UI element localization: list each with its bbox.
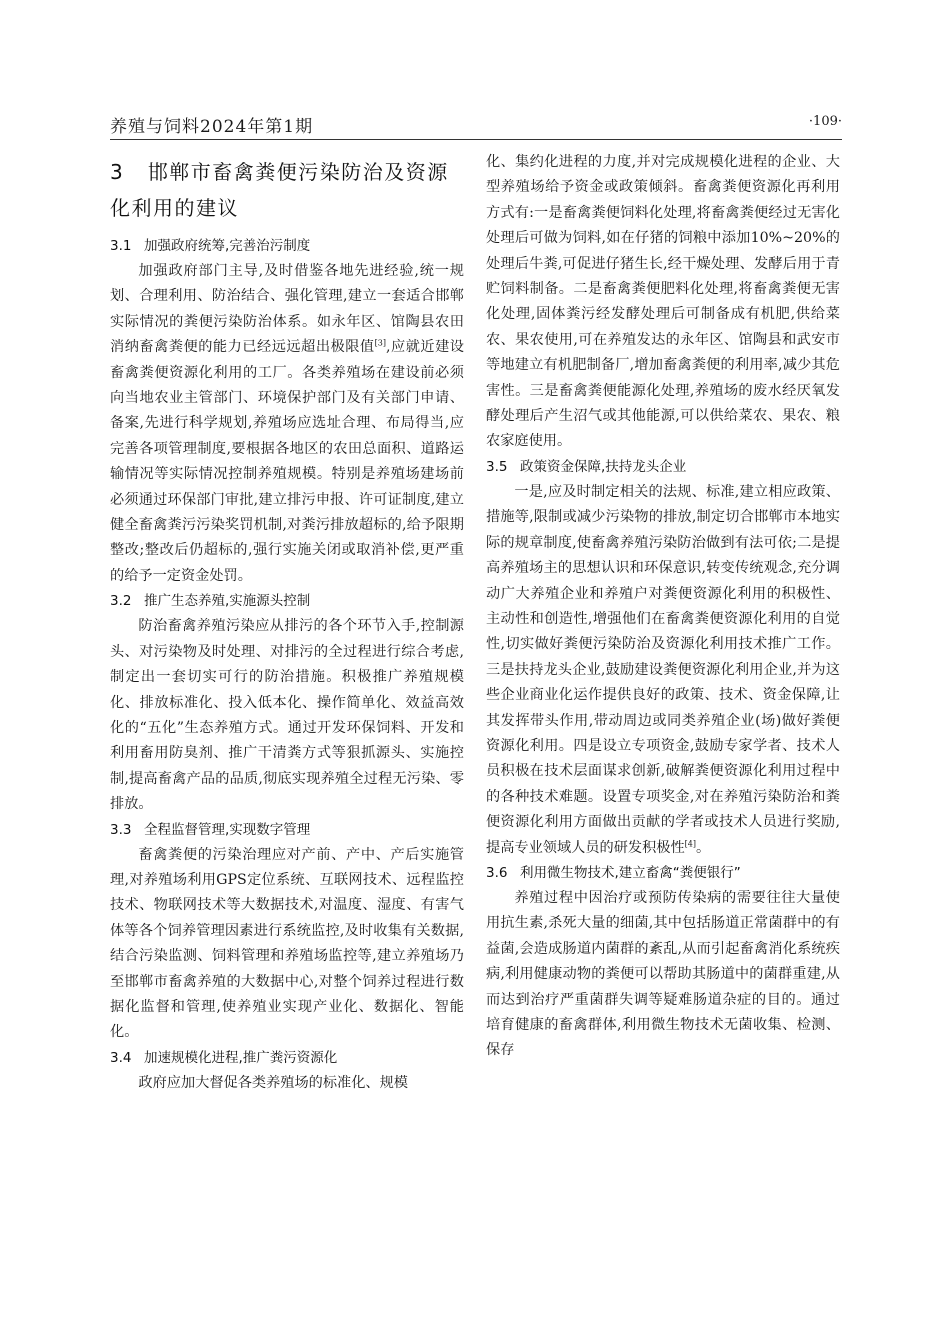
journal-title: 养殖与饲料2024年第1期: [110, 117, 314, 137]
subsection-heading-3-6: [486, 861, 840, 886]
paragraph-3-1: 加强政府部门主导,及时借鉴各地先进经验,统一规划、合理利用、防治结合、强化管理,建立一套适合邯郸实际情况的粪便污染防治体系。如永年区、馆陶县农田消纳畜禽粪便的能力已经远远超出极限值[3],应就近建设畜禽粪便资源化利用的工厂。各类养殖场在建设前必须向当地农业主管部门、环境保护部门及有关部门申请、备案,先进行科学规划,养殖场应选址合理、布局得当,应完善各项管理制度,要根据各地区的农田总面积、道路运输情况等实际情况控制养殖规模。特别是养殖场建场前必须通过环保部门审批,建立排污申报、许可证制度,建立健全畜禽粪污污染奖罚机制,对粪污排放超标的,给予限期整改;整改后仍超标的,强行实施关闭或取消补偿,更严重的给予一定资金处罚。: [110, 263, 464, 584]
left-column: [110, 150, 464, 1096]
paragraph-3-4-start: 政府应加大督促各类养殖场的标准化、规模: [138, 1074, 408, 1091]
subsection-number: 3.1: [110, 238, 132, 254]
subsection-heading-3-4: [110, 1046, 464, 1071]
paragraph-3-6: 养殖过程中因治疗或预防传染病的需要往往大量使用抗生素,杀死大量的细菌,其中包括肠道正常菌群中的有益菌,会造成肠道内菌群的紊乱,从而引起畜禽消化系统疾病,利用健康动物的粪便可以帮助其肠道中的菌群重建,从而达到治疗严重菌群失调等疑难肠道杂症的目的。通过培育健康的畜禽群体,利用微生物技术无菌收集、检测、保存: [486, 889, 840, 1059]
running-header: [110, 112, 842, 138]
subsection-number: 3.2: [110, 593, 132, 610]
paragraph-3-3: 畜禽粪便的污染治理应对产前、产中、产后实施管理,对养殖场利用GPS定位系统、互联网技术、远程监控技术、物联网技术等大数据技术,对温度、湿度、有害气体等各个饲养管理因素进行系统监控,及时收集有关数据,结合污染监测、饲料管理和养殖场监控等,建立养殖场乃至邯郸市畜禽养殖的大数据中心,对整个饲养过程进行数据化监督和管理,使养殖业实现产业化、数据化、智能化。: [110, 846, 464, 1041]
subsection-title: 利用微生物技术,建立畜禽“粪便银行”: [520, 864, 741, 881]
section-title: 邯郸市畜禽粪便污染防治及资源化利用的建议: [110, 160, 449, 220]
header-rule: [110, 139, 842, 140]
subsection-heading-3-2: [110, 589, 464, 614]
subsection-number: 3.3: [110, 821, 132, 838]
subsection-title: 政策资金保障,扶持龙头企业: [520, 458, 687, 475]
subsection-heading-3-5: [486, 455, 840, 480]
subsection-title: 推广生态养殖,实施源头控制: [144, 593, 311, 610]
page-number: ·109·: [808, 114, 842, 129]
right-column: [486, 150, 840, 1064]
subsection-number: 3.6: [486, 864, 508, 881]
section-heading: [110, 154, 464, 226]
section-number: 3: [110, 160, 125, 184]
paragraph-3-5: 一是,应及时制定相关的法规、标准,建立相应政策、措施等,限制或减少污染物的排放,制定切合邯郸市本地实际的规章制度,使畜禽养殖污染防治做到有法可依;二是提高养殖场主的思想认识和环保意识,转变传统观念,充分调动广大养殖企业和养殖户对粪便资源化利用的积极性、主动性和创造性,增强他们在畜禽粪便资源化利用的自觉性,切实做好粪便污染防治及资源化利用技术推广工作。三是扶持龙头企业,鼓励建设粪便资源化利用企业,并为这些企业商业化运作提供良好的政策、技术、资金保障,让其发挥带头作用,带动周边或同类养殖企业(场)做好粪便资源化利用。四是设立专项资金,鼓励专家学者、技术人员积极在技术层面谋求创新,破解粪便资源化利用过程中的各种技术难题。设置专项奖金,对在养殖污染防治和粪便资源化利用方面做出贡献的学者或技术人员进行奖励,提高专业领域人员的研发积极性[4]。: [486, 483, 840, 856]
subsection-heading-3-1: [110, 234, 464, 259]
subsection-number: 3.4: [110, 1049, 132, 1066]
subsection-title: 全程监督管理,实现数字管理: [144, 821, 311, 838]
subsection-number: 3.5: [486, 458, 508, 475]
subsection-title: 加速规模化进程,推广粪污资源化: [144, 1049, 338, 1066]
subsection-heading-3-3: [110, 818, 464, 843]
citation-ref: [4]: [684, 838, 696, 848]
paragraph-3-2: 防治畜禽养殖污染应从排污的各个环节入手,控制源头、对污染物及时处理、对排污的全过程进行综合考虑,制定出一套切实可行的防治措施。积极推广养殖规模化、排放标准化、投入低本化、操作简单化、效益高效化的“五化”生态养殖方式。通过开发环保饲料、开发和利用畜用防臭剂、推广干清粪方式等狠抓源头、实施控制,提高畜禽产品的品质,彻底实现养殖全过程无污染、零排放。: [110, 618, 464, 813]
citation-ref: [3]: [374, 338, 386, 348]
paragraph-3-4-continued: 化、集约化进程的力度,并对完成规模化进程的企业、大型养殖场给予资金或政策倾斜。畜禽粪便资源化再利用方式有:一是畜禽粪便饲料化处理,将畜禽粪便经过无害化处理后可做为饲料,如在仔猪的饲粮中添加10%~20%的处理后牛粪,可促进仔猪生长,经干燥处理、发酵后用于青贮饲料制备。二是畜禽粪便肥料化处理,将畜禽粪便无害化处理,固体粪污经发酵处理后可制备成有机肥,供给菜农、果农使用,可在养殖发达的永年区、馆陶县和武安市等地建立有机肥制备厂,增加畜禽粪便的利用率,减少其危害性。三是畜禽粪便能源化处理,养殖场的废水经厌氧发酵处理后产生沼气或其他能源,可以供给菜农、果农、粮农家庭使用。: [486, 154, 840, 450]
subsection-title: 加强政府统筹,完善治污制度: [144, 238, 311, 254]
